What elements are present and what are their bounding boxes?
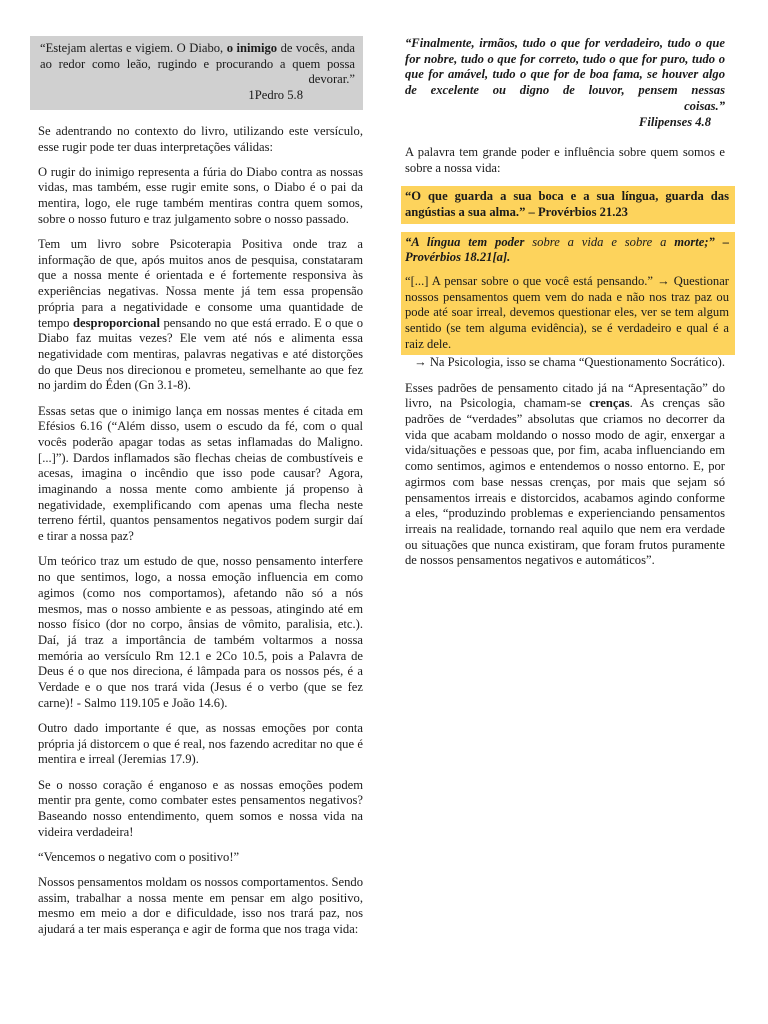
highlight-block [401,232,735,356]
epigraph-ending: coisas.” [684,98,725,113]
quote-reference: 1Pedro 5.8 [248,88,303,103]
highlighted-verse: “A língua tem poder sobre a vida e sobre a morte;” – Provérbios 18.21[a]. [405,234,729,265]
emphasis: crenças [589,396,630,411]
paragraph: Outro dado importante é que, as nossas emoções por conta própria já distorcem o que é real, nos fazendo acreditar no que é mentira e irreal (Jeremias 17.9). [38,720,363,767]
highlighted-verse: “O que guarda a sua boca e a sua língua, guarda das angústias a sua alma.” – Provérbios 21.23 [405,189,729,219]
bible-quote-box [30,36,363,110]
quote-text: “Estejam alertas e vigiem. O Diabo, o inimigo de vocês, anda ao redor como leão, rugindo e procurando a quem possa devorar.” [40,41,356,87]
paragraph: Nossos pensamentos moldam os nossos comportamentos. Sendo assim, trabalhar a nossa mente em pensar em algo positivo, mesmo em meio a dor e dificuldade, isso nos trará paz, nos ajudará a ter mais esperança e agir de forma que nos traga vida: [38,875,363,937]
highlighted-paragraph: “[...] A pensar sobre o que você está pensando.” → Questionar nossos pensamentos quem vem do nada e não nos traz paz ou pode até soar irreal, devemos questionar eles, ver se tem algum sentido (se tem alguma evidência), se é verdadeiro e qual é a raiz dele. [405,273,729,351]
paragraph: Tem um livro sobre Psicoterapia Positiva onde traz a informação de que, após muitos anos de pesquisa, constataram que a nossa mente é orientada e é fortemente responsiva às experiências negativas. Nossa mente já tem essa propensão própria para a negatividade e consome uma quantidade de tempo desproporcional pensando no que está errado. E o que o Diabo faz muitas vezes? Ele vem até nós e alimenta essa negatividade com mentiras, palavras negativas e até distorções do que Deus nos direcionou e prometeu, semelhante ao que fez no jardim do Éden (Gn 3.1-8). [38,237,363,393]
epigraph-quote [405,36,725,130]
paragraph: → Na Psicologia, isso se chama “Questionamento Socrático). [414,355,725,370]
paragraph: Se adentrando no contexto do livro, utilizando este versículo, esse rugir pode ter duas interpretações válidas: [38,123,363,154]
epigraph-reference: Filipenses 4.8 [638,114,711,129]
paragraph: Se o nosso coração é enganoso e as nossas emoções podem mentir pra gente, como combater estes pensamentos negativos? Baseando nosso entendimento, quem somos e nossa vida na videira verdadeira! [38,777,363,839]
emphasis: desproporcional [72,315,160,330]
paragraph: Um teórico traz um estudo de que, nosso pensamento interfere no que sentimos, logo, a nossa emoção influencia em como agimos (como nos comportamos), afetando não só a nós mesmos, mas o nosso ambiente e as pessoas, atingindo até em nosso físico (dor no corpo, ânsias de vômito, paralisia, etc.). Daí, já traz a importância de também voltarmos a nossa memória ao versículo Rm 12.1 e 2Co 10.5, pois a Palavra de Deus é o que nos direciona, é lâmpada para os nossos pés, é a Verdade e o que nos trará vida (Jesus é o verbo (que se fez carne)! - Salmo 119.105 e João 14.6). [38,554,363,710]
paragraph: Essas setas que o inimigo lança em nossas mentes é citada em Efésios 6.16 (“Além disso, usem o escudo da fé, com o qual vocês poderão apagar todas as setas inflamadas do Maligno. [...]”). Dardos inflamados são flechas cheias de combustíveis e acesas, imagina o incêndio que isso pode causar? Agora, imaginando a nossa mente como ambiente já propenso à negatividade, exemplificando com apenas uma flecha neste terreno fértil, quantos pensamentos negativos podem surgir daí e tirar a nossa paz? [38,403,363,544]
highlight-block [401,186,735,223]
paragraph: O rugir do inimigo representa a fúria do Diabo contra as nossas vidas, mas também, esse rugir emite sons, o Diabo é o pai da mentira, logo, ele ruge também mentiras contra quem somos, sobre o nosso futuro e traz julgamento sobre o nosso passado. [38,164,363,226]
quote-emphasis: o inimigo [226,41,278,55]
epigraph-text: “Finalmente, irmãos, tudo o que for verdadeiro, tudo o que for nobre, tudo o que for correto, tudo o que for puro, tudo o que for amável, tudo o que for de boa fama, se houver algo de excelente ou digno de louvor, pensem nessas coisas.” [405,36,725,113]
paragraph: Esses padrões de pensamento citado já na “Apresentação” do livro, na Psicologia, chamam-se crenças. As crenças são padrões de “verdades” absolutas que criamos no decorrer da vida que acabam moldando o nosso modo de agir, enxergar a vida/situações e pessoas que, por fim, acaba influenciando em como sentimos, agimos e entendemos o nosso entorno. E, por agirmos com base nessas crenças, por mais que sejam só pensamentos irreais e distorcidos, acabamos agindo conforme a eles, “produzindo problemas e experienciando pensamentos irreais na realidade, tornando real aquilo que nem era verdade ou situações que nunca existiram, que foram frutos puramente de nossos pensamentos negativos e automáticos”. [405,380,725,568]
left-column [38,36,363,947]
quote-ending: devorar.” [308,72,355,87]
right-column [405,36,729,579]
paragraph: A palavra tem grande poder e influência sobre quem somos e sobre a nossa vida: [405,145,725,175]
slogan: “Vencemos o negativo com o positivo!” [38,849,240,864]
